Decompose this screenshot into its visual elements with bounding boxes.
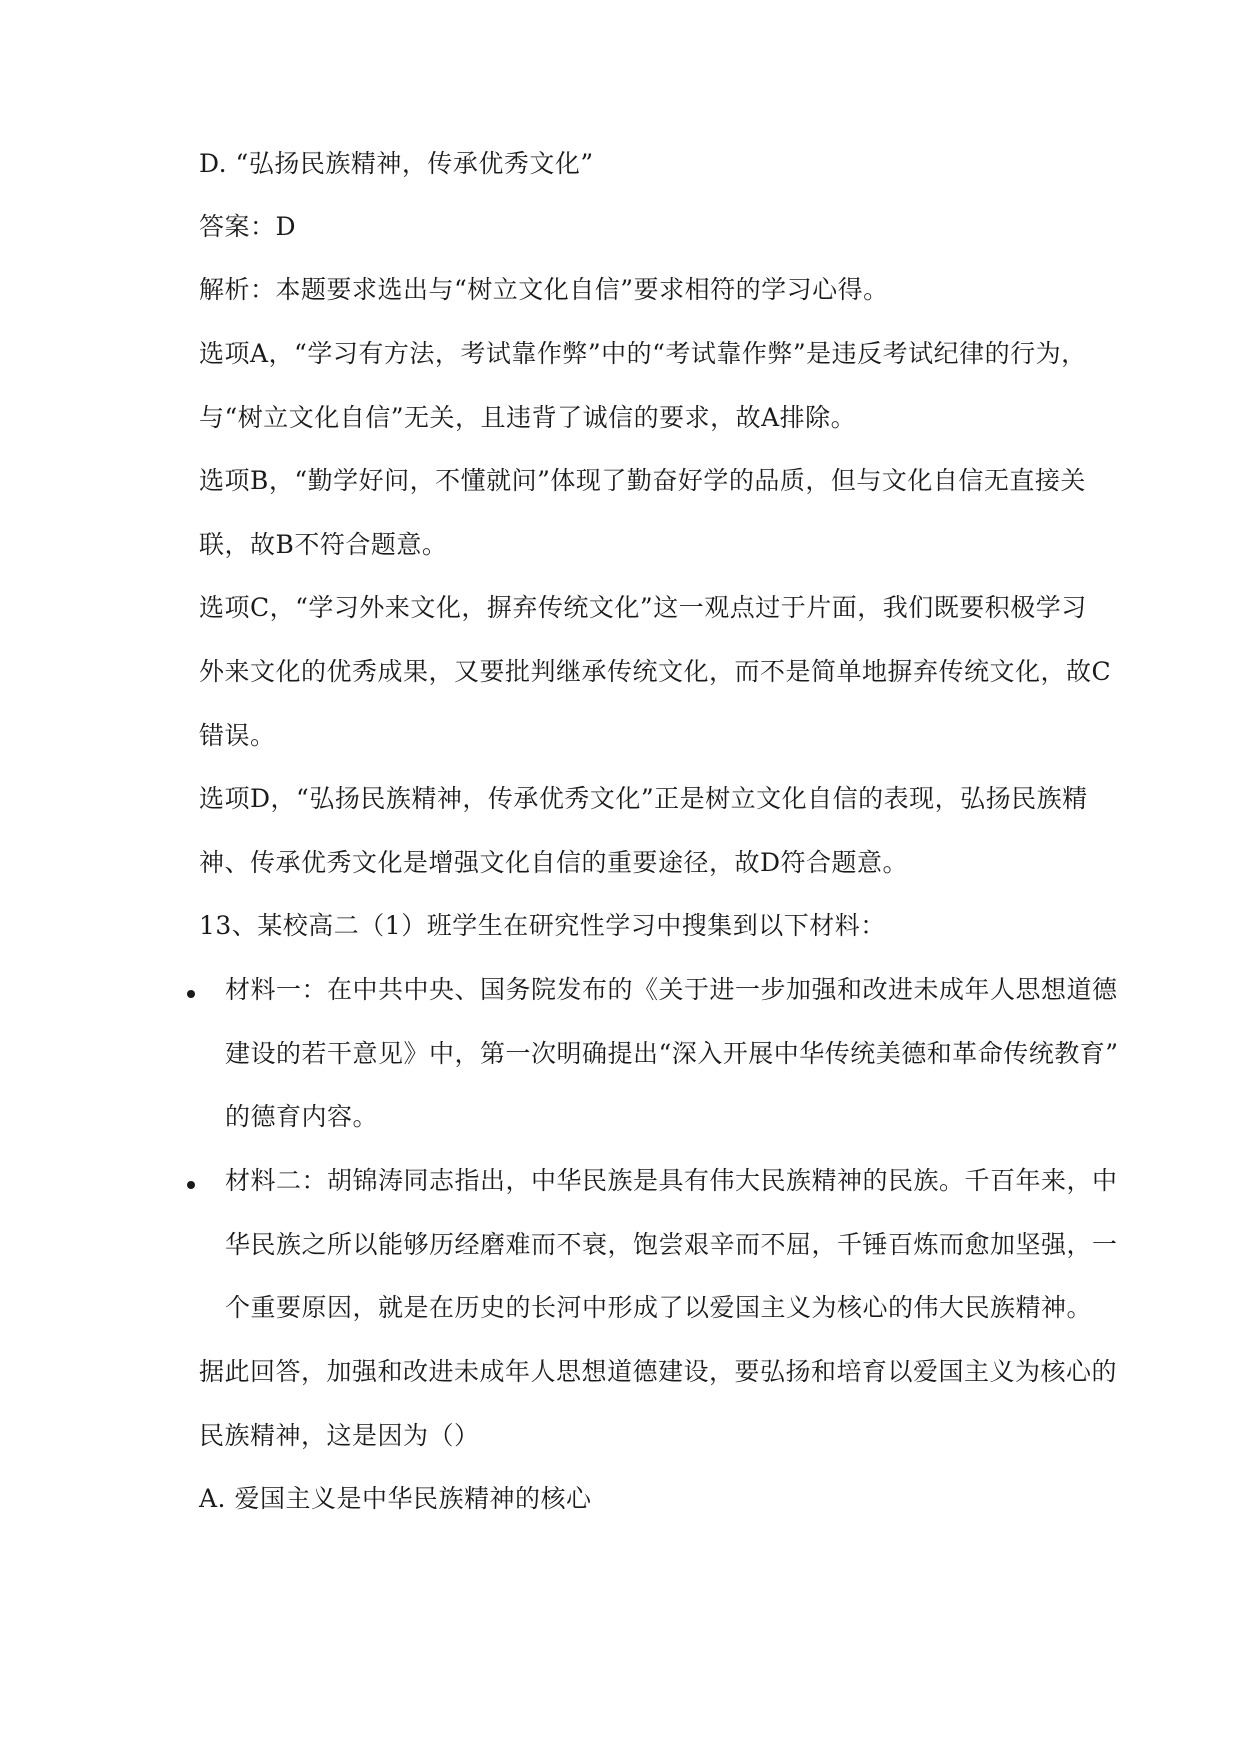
- material-1-line-1: 材料一：在中共中央、国务院发布的《关于进一步加强和改进未成年人思想道德: [225, 975, 1118, 1004]
- question-stem-line-2: 民族精神，这是因为（）: [199, 1421, 480, 1450]
- analysis-b-line-2: 联，故B不符合题意。: [199, 530, 448, 559]
- bullet-dot: [187, 1181, 195, 1189]
- analysis-c-line-2: 外来文化的优秀成果，又要批判继承传统文化，而不是简单地摒弃传统文化，故C: [199, 657, 1112, 686]
- bullet-dot: [187, 990, 195, 998]
- material-2-line-3: 个重要原因，就是在历史的长河中形成了以爱国主义为核心的伟大民族精神。: [225, 1293, 1093, 1322]
- analysis-a-line-1: 选项A，“学习有方法，考试靠作弊”中的“考试靠作弊”是违反考试纪律的行为，: [199, 339, 1087, 368]
- material-1-line-2: 建设的若干意见》中，第一次明确提出“深入开展中华传统美德和革命传统教育”: [225, 1039, 1119, 1068]
- analysis-b-line-1: 选项B，“勤学好问，不懂就问”体现了勤奋好学的品质，但与文化自信无直接关: [199, 466, 1086, 495]
- answer-line: 答案：D: [199, 212, 297, 241]
- question-13-line: 13、某校高二（1）班学生在研究性学习中搜集到以下材料：: [199, 911, 886, 940]
- analysis-c-line-3: 错误。: [199, 721, 276, 750]
- material-2-line-1: 材料二：胡锦涛同志指出，中华民族是具有伟大民族精神的民族。千百年来，中: [225, 1166, 1118, 1195]
- analysis-d-line-1: 选项D，“弘扬民族精神，传承优秀文化”正是树立文化自信的表现，弘扬民族精: [199, 784, 1088, 813]
- material-1-line-3: 的德育内容。: [225, 1102, 379, 1131]
- analysis-line: 解析：本题要求选出与“树立文化自信”要求相符的学习心得。: [199, 275, 889, 304]
- analysis-c-line-1: 选项C，“学习外来文化，摒弃传统文化”这一观点过于片面，我们既要积极学习: [199, 593, 1087, 622]
- option-d-line: D. “弘扬民族精神，传承优秀文化”: [199, 149, 594, 178]
- analysis-d-line-2: 神、传承优秀文化是增强文化自信的重要途径，故D符合题意。: [199, 848, 909, 877]
- material-2-line-2: 华民族之所以能够历经磨难而不衰，饱尝艰辛而不屈，千锤百炼而愈加坚强，一: [225, 1230, 1118, 1259]
- analysis-a-line-2: 与“树立文化自信”无关，且违背了诚信的要求，故A排除。: [199, 403, 857, 432]
- option-a-line: A. 爱国主义是中华民族精神的核心: [199, 1484, 592, 1513]
- question-stem-line-1: 据此回答，加强和改进未成年人思想道德建设，要弘扬和培育以爱国主义为核心的: [199, 1357, 1118, 1386]
